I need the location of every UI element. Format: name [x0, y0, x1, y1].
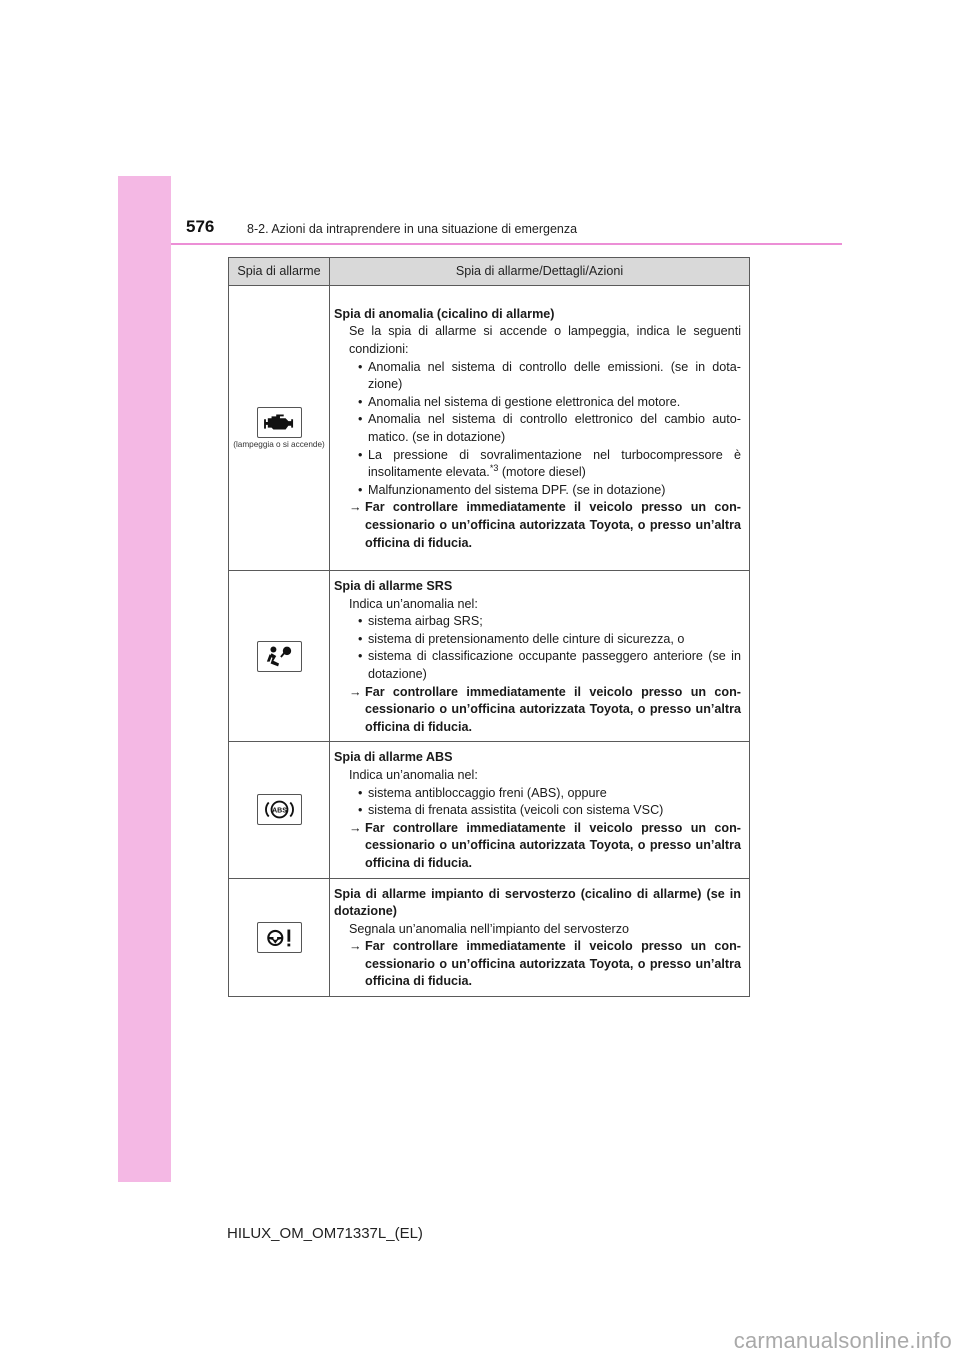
arrow-icon: →	[349, 939, 362, 954]
warning-intro: Indica un’anomalia nel:	[349, 767, 478, 782]
check-engine-icon	[257, 407, 302, 438]
details-cell	[330, 286, 750, 571]
column-header-icon: Spia di allarme	[229, 258, 330, 286]
list-item: • sistema di classificazione occupante passeggero anteriore (se in dotazione)	[349, 648, 741, 683]
table-header-row	[229, 258, 750, 286]
list-item: • sistema antibloccaggio freni (ABS), oppure	[349, 785, 741, 803]
footnote-ref: *3	[489, 463, 499, 473]
warning-title: Spia di allarme ABS	[334, 750, 453, 765]
warning-light-table	[228, 257, 750, 997]
warning-title: Spia di allarme SRS	[334, 579, 453, 593]
details-cell	[330, 571, 750, 742]
airbag-icon	[257, 641, 302, 672]
list-item: • sistema di pretensionamento delle cinture di sicurezza, o	[349, 631, 741, 649]
icon-cell	[229, 286, 330, 571]
condition-list	[349, 359, 741, 500]
list-item	[349, 447, 741, 482]
icon-cell	[229, 742, 330, 878]
table-row	[229, 878, 750, 997]
details-cell	[330, 742, 750, 878]
arrow-icon: →	[349, 820, 362, 835]
warning-intro: Se la spia di allarme si accende o lampeggia, indica le seguenti condizioni:	[349, 324, 741, 357]
list-item-tail: (motore diesel)	[498, 465, 586, 480]
warning-title: Spia di allarme impianto di servosterzo (cicalino di allarme) (se in dotazione)	[334, 886, 741, 919]
action-text: → Far controllare immediatamente il veicolo presso un con-cessionario o un’officina autorizzata Toyota, o presso un’altra officina di fiducia.	[349, 820, 741, 870]
list-item: • Malfunzionamento del sistema DPF. (se in dotazione)	[349, 482, 741, 500]
action-text: → Far controllare immediatamente il veicolo presso un con-cessionario o un’officina autorizzata Toyota, o presso un’altra officina di fiducia.	[349, 500, 741, 550]
warning-title: Spia di anomalia (cicalino di allarme)	[334, 306, 555, 321]
icon-cell	[229, 571, 330, 742]
action-text: → Far controllare immediatamente il veicolo presso un con-cessionario o un’officina autorizzata Toyota, o presso un’altra officina di fiducia.	[349, 684, 741, 734]
list-item: • sistema airbag SRS;	[349, 613, 741, 631]
icon-cell	[229, 878, 330, 997]
list-item: • sistema di frenata assistita (veicoli con sistema VSC)	[349, 802, 741, 820]
table-row	[229, 742, 750, 878]
list-item: • Anomalia nel sistema di controllo elettronico del cambio auto-matico. (se in dotazione)	[349, 411, 741, 446]
list-item-text: La pressione di sovralimentazione nel turbocompressore è insolitamente elevata.	[368, 447, 741, 480]
action-text: → Far controllare immediatamente il veicolo presso un con-cessionario o un’officina autorizzata Toyota, o presso un’altra officina di fiducia.	[349, 939, 741, 989]
arrow-icon: →	[349, 500, 362, 515]
condition-list	[349, 785, 741, 820]
abs-icon	[257, 794, 302, 825]
power-steering-icon	[257, 922, 302, 953]
warning-intro: Indica un’anomalia nel:	[349, 596, 478, 611]
page-number: 576	[186, 217, 215, 236]
table-row	[229, 571, 750, 742]
column-header-details: Spia di allarme/Dettagli/Azioni	[330, 258, 750, 286]
document-code: HILUX_OM_OM71337L_(EL)	[227, 1225, 423, 1242]
arrow-icon: →	[349, 684, 362, 699]
condition-list	[349, 613, 741, 683]
section-title: 8-2. Azioni da intraprendere in una situazione di emergenza	[247, 222, 578, 236]
warning-intro: Segnala un’anomalia nell’impianto del servosterzo	[349, 921, 630, 936]
abs-icon-label: ABS	[271, 807, 287, 815]
header-divider	[171, 243, 842, 245]
watermark: carmanualsonline.info	[733, 1328, 952, 1353]
list-item: • Anomalia nel sistema di controllo delle emissioni. (se in dota-zione)	[349, 359, 741, 394]
list-item: • Anomalia nel sistema di gestione elettronica del motore.	[349, 394, 741, 412]
section-tab-band	[118, 176, 171, 1182]
table-row	[229, 286, 750, 571]
icon-caption: (lampeggia o si accende)	[233, 440, 325, 449]
details-cell	[330, 878, 750, 997]
